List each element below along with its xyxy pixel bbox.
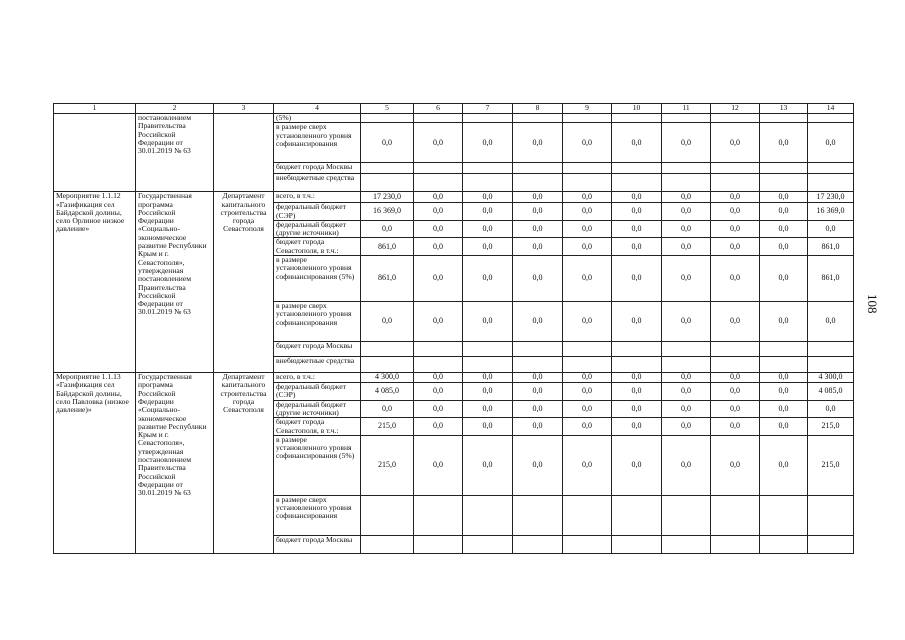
header-cell: 6	[414, 104, 463, 114]
value-cell	[414, 342, 463, 357]
value-cell	[760, 342, 808, 357]
value-cell: 0,0	[513, 418, 563, 436]
funding-source-label: бюджет города Москвы	[274, 342, 361, 357]
value-cell	[463, 163, 513, 174]
value-cell	[414, 163, 463, 174]
value-cell: 0,0	[612, 400, 662, 418]
value-cell	[612, 342, 662, 357]
header-cell: 2	[136, 104, 214, 114]
header-row	[54, 104, 854, 114]
value-cell	[612, 174, 662, 192]
value-cell	[612, 535, 662, 553]
value-cell: 0,0	[662, 400, 711, 418]
value-cell: 0,0	[463, 192, 513, 203]
header-cell: 3	[214, 104, 274, 114]
value-cell: 0,0	[563, 203, 612, 221]
value-cell: 0,0	[612, 123, 662, 163]
value-cell	[361, 114, 414, 123]
value-cell: 0,0	[414, 418, 463, 436]
value-cell: 0,0	[513, 383, 563, 401]
measure-name: Мероприятие 1.1.12 «Газификация сел Байдарской долины, село Орлиное низкое давление»	[54, 192, 136, 373]
header-cell: 14	[808, 104, 854, 114]
value-cell	[463, 114, 513, 123]
value-cell: 0,0	[808, 123, 854, 163]
value-cell	[808, 495, 854, 535]
executor-name	[214, 114, 274, 192]
value-cell	[808, 535, 854, 553]
value-cell	[760, 174, 808, 192]
value-cell: 861,0	[361, 256, 414, 302]
value-cell: 0,0	[711, 192, 760, 203]
value-cell: 0,0	[662, 238, 711, 256]
value-cell	[662, 342, 711, 357]
value-cell	[463, 342, 513, 357]
value-cell: 0,0	[563, 373, 612, 383]
header-cell: 5	[361, 104, 414, 114]
header-cell: 11	[662, 104, 711, 114]
value-cell: 0,0	[662, 373, 711, 383]
funding-source-label: внебюджетные средства	[274, 174, 361, 192]
value-cell: 0,0	[612, 238, 662, 256]
value-cell: 0,0	[808, 220, 854, 238]
value-cell: 0,0	[414, 400, 463, 418]
value-cell: 861,0	[361, 238, 414, 256]
funding-source-label: бюджет города Севастополя, в т.ч.:	[274, 418, 361, 436]
value-cell: 0,0	[612, 192, 662, 203]
value-cell: 0,0	[760, 238, 808, 256]
value-cell: 0,0	[711, 203, 760, 221]
value-cell	[808, 174, 854, 192]
funding-source-label: в размере сверх установленного уровня софинансирования	[274, 495, 361, 535]
value-cell: 0,0	[711, 123, 760, 163]
value-cell	[414, 535, 463, 553]
header-cell: 4	[274, 104, 361, 114]
header-cell: 10	[612, 104, 662, 114]
value-cell	[760, 535, 808, 553]
funding-source-label: в размере сверх установленного уровня софинансирования	[274, 123, 361, 163]
value-cell	[808, 342, 854, 357]
value-cell: 0,0	[808, 400, 854, 418]
value-cell	[662, 495, 711, 535]
value-cell: 0,0	[513, 435, 563, 495]
value-cell	[711, 342, 760, 357]
table-body	[54, 104, 854, 554]
value-cell	[662, 357, 711, 373]
value-cell: 0,0	[463, 220, 513, 238]
value-cell	[808, 114, 854, 123]
value-cell	[760, 114, 808, 123]
value-cell: 861,0	[808, 256, 854, 302]
value-cell	[361, 495, 414, 535]
value-cell	[513, 174, 563, 192]
funding-source-label: всего, в т.ч.:	[274, 192, 361, 203]
value-cell	[513, 163, 563, 174]
value-cell: 0,0	[711, 238, 760, 256]
value-cell: 0,0	[463, 418, 513, 436]
value-cell: 0,0	[662, 302, 711, 342]
value-cell: 4 085,0	[808, 383, 854, 401]
value-cell: 0,0	[414, 435, 463, 495]
value-cell	[563, 535, 612, 553]
page-number: 108	[865, 294, 880, 314]
value-cell: 0,0	[760, 203, 808, 221]
header-cell: 12	[711, 104, 760, 114]
value-cell: 0,0	[711, 418, 760, 436]
executor-name: Департамент капитального строительства города Севастополя	[214, 373, 274, 554]
program-name: Государственная программа Российской Федерации «Социально-экономическое развитие Республики Крым и г. Севастополя», утвержденная постановлением Правительства Российской Федерации от 30.01.2019 № 63	[136, 373, 214, 554]
value-cell: 0,0	[563, 192, 612, 203]
value-cell: 0,0	[513, 238, 563, 256]
value-cell: 0,0	[563, 220, 612, 238]
measure-name: Мероприятие 1.1.13 «Газификация сел Байдарской долины, село Павловка (низкое давление)»	[54, 373, 136, 554]
value-cell: 0,0	[361, 123, 414, 163]
funding-source-label: в размере установленного уровня софинансирования (5%)	[274, 435, 361, 495]
value-cell	[612, 114, 662, 123]
value-cell: 0,0	[414, 383, 463, 401]
value-cell: 0,0	[463, 373, 513, 383]
value-cell	[711, 174, 760, 192]
value-cell: 0,0	[711, 256, 760, 302]
value-cell: 215,0	[808, 435, 854, 495]
value-cell: 0,0	[463, 256, 513, 302]
value-cell	[463, 174, 513, 192]
value-cell	[760, 163, 808, 174]
value-cell	[513, 342, 563, 357]
funding-source-label: в размере сверх установленного уровня софинансирования	[274, 302, 361, 342]
value-cell	[711, 114, 760, 123]
value-cell: 215,0	[808, 418, 854, 436]
value-cell: 0,0	[612, 373, 662, 383]
value-cell: 0,0	[513, 302, 563, 342]
value-cell: 0,0	[361, 400, 414, 418]
value-cell: 0,0	[662, 418, 711, 436]
value-cell: 0,0	[760, 192, 808, 203]
value-cell: 0,0	[463, 238, 513, 256]
value-cell: 17 230,0	[808, 192, 854, 203]
value-cell	[612, 163, 662, 174]
funding-source-label: всего, в т.ч.:	[274, 373, 361, 383]
value-cell	[662, 535, 711, 553]
value-cell	[361, 535, 414, 553]
funding-source-label: федеральный бюджет (СЭР)	[274, 383, 361, 401]
value-cell: 0,0	[612, 418, 662, 436]
value-cell: 0,0	[361, 220, 414, 238]
value-cell	[513, 114, 563, 123]
value-cell: 0,0	[463, 400, 513, 418]
value-cell	[760, 357, 808, 373]
program-name: постановлением Правительства Российской Федерации от 30.01.2019 № 63	[136, 114, 214, 192]
funding-source-label: бюджет города Севастополя, в т.ч.:	[274, 238, 361, 256]
funding-source-label: (5%)	[274, 114, 361, 123]
value-cell: 0,0	[563, 302, 612, 342]
header-cell: 9	[563, 104, 612, 114]
value-cell: 0,0	[760, 400, 808, 418]
value-cell	[711, 357, 760, 373]
value-cell: 0,0	[513, 203, 563, 221]
value-cell: 0,0	[612, 302, 662, 342]
value-cell: 0,0	[463, 123, 513, 163]
value-cell: 0,0	[513, 400, 563, 418]
value-cell: 0,0	[513, 256, 563, 302]
value-cell: 0,0	[662, 383, 711, 401]
value-cell: 0,0	[414, 238, 463, 256]
value-cell: 0,0	[612, 383, 662, 401]
funding-source-label: федеральный бюджет (СЭР)	[274, 203, 361, 221]
value-cell: 0,0	[711, 220, 760, 238]
value-cell: 4 085,0	[361, 383, 414, 401]
value-cell	[808, 357, 854, 373]
value-cell: 0,0	[563, 400, 612, 418]
value-cell	[414, 357, 463, 373]
value-cell: 0,0	[612, 203, 662, 221]
value-cell: 0,0	[711, 302, 760, 342]
value-cell: 0,0	[414, 192, 463, 203]
value-cell	[711, 535, 760, 553]
value-cell	[563, 357, 612, 373]
value-cell: 4 300,0	[808, 373, 854, 383]
header-cell: 7	[463, 104, 513, 114]
value-cell: 0,0	[563, 435, 612, 495]
value-cell	[361, 357, 414, 373]
table-row	[54, 114, 854, 123]
funding-source-label: бюджет города Москвы	[274, 163, 361, 174]
value-cell: 0,0	[513, 373, 563, 383]
value-cell: 0,0	[414, 123, 463, 163]
value-cell: 0,0	[563, 238, 612, 256]
value-cell: 0,0	[760, 383, 808, 401]
value-cell	[513, 357, 563, 373]
funding-source-label: в размере установленного уровня софинансирования (5%)	[274, 256, 361, 302]
value-cell: 0,0	[662, 435, 711, 495]
value-cell: 0,0	[463, 435, 513, 495]
value-cell: 0,0	[711, 400, 760, 418]
header-cell: 8	[513, 104, 563, 114]
header-cell: 13	[760, 104, 808, 114]
funding-source-label: федеральный бюджет (другие источники)	[274, 400, 361, 418]
value-cell	[414, 114, 463, 123]
value-cell: 0,0	[760, 418, 808, 436]
value-cell: 16 369,0	[361, 203, 414, 221]
value-cell	[563, 163, 612, 174]
executor-name: Департамент капитального строительства города Севастополя	[214, 192, 274, 373]
value-cell	[463, 495, 513, 535]
value-cell: 0,0	[760, 302, 808, 342]
value-cell: 0,0	[808, 302, 854, 342]
funding-source-label: бюджет города Москвы	[274, 535, 361, 553]
value-cell	[711, 163, 760, 174]
value-cell	[513, 535, 563, 553]
value-cell	[662, 163, 711, 174]
value-cell: 0,0	[563, 256, 612, 302]
value-cell: 0,0	[760, 435, 808, 495]
value-cell: 0,0	[513, 123, 563, 163]
value-cell: 861,0	[808, 238, 854, 256]
value-cell	[563, 114, 612, 123]
value-cell: 0,0	[414, 203, 463, 221]
funding-source-label: федеральный бюджет (другие источники)	[274, 220, 361, 238]
value-cell	[361, 342, 414, 357]
value-cell	[513, 495, 563, 535]
value-cell: 0,0	[414, 373, 463, 383]
value-cell: 0,0	[662, 192, 711, 203]
budget-table	[53, 103, 854, 554]
value-cell	[760, 495, 808, 535]
value-cell	[563, 495, 612, 535]
value-cell	[414, 495, 463, 535]
value-cell: 0,0	[662, 220, 711, 238]
value-cell: 0,0	[662, 123, 711, 163]
value-cell: 0,0	[612, 435, 662, 495]
program-name: Государственная программа Российской Федерации «Социально-экономическое развитие Республики Крым и г. Севастополя», утвержденная постановлением Правительства Российской Федерации от 30.01.2019 № 63	[136, 192, 214, 373]
value-cell: 0,0	[563, 383, 612, 401]
value-cell	[463, 357, 513, 373]
value-cell: 0,0	[463, 302, 513, 342]
value-cell	[463, 535, 513, 553]
value-cell	[662, 174, 711, 192]
value-cell: 0,0	[563, 418, 612, 436]
value-cell	[662, 114, 711, 123]
value-cell	[808, 163, 854, 174]
value-cell	[563, 174, 612, 192]
value-cell: 0,0	[760, 256, 808, 302]
value-cell	[361, 174, 414, 192]
value-cell: 0,0	[513, 192, 563, 203]
value-cell: 0,0	[612, 220, 662, 238]
value-cell: 0,0	[612, 256, 662, 302]
value-cell: 0,0	[662, 203, 711, 221]
value-cell: 0,0	[711, 383, 760, 401]
measure-name	[54, 114, 136, 192]
value-cell: 0,0	[463, 383, 513, 401]
value-cell: 0,0	[414, 256, 463, 302]
table-row	[54, 373, 854, 383]
value-cell: 215,0	[361, 418, 414, 436]
value-cell	[612, 495, 662, 535]
value-cell	[711, 495, 760, 535]
value-cell	[414, 174, 463, 192]
value-cell: 0,0	[563, 123, 612, 163]
value-cell: 0,0	[760, 373, 808, 383]
funding-source-label: внебюджетные средства	[274, 357, 361, 373]
header-cell: 1	[54, 104, 136, 114]
value-cell: 0,0	[711, 435, 760, 495]
value-cell: 0,0	[760, 220, 808, 238]
value-cell: 0,0	[361, 302, 414, 342]
value-cell	[612, 357, 662, 373]
value-cell: 0,0	[414, 220, 463, 238]
value-cell: 0,0	[513, 220, 563, 238]
value-cell: 16 369,0	[808, 203, 854, 221]
value-cell	[361, 163, 414, 174]
value-cell	[563, 342, 612, 357]
value-cell: 0,0	[711, 373, 760, 383]
table-row	[54, 192, 854, 203]
value-cell: 4 300,0	[361, 373, 414, 383]
value-cell: 17 230,0	[361, 192, 414, 203]
value-cell: 0,0	[760, 123, 808, 163]
value-cell: 0,0	[662, 256, 711, 302]
value-cell: 0,0	[463, 203, 513, 221]
value-cell: 0,0	[414, 302, 463, 342]
value-cell: 215,0	[361, 435, 414, 495]
